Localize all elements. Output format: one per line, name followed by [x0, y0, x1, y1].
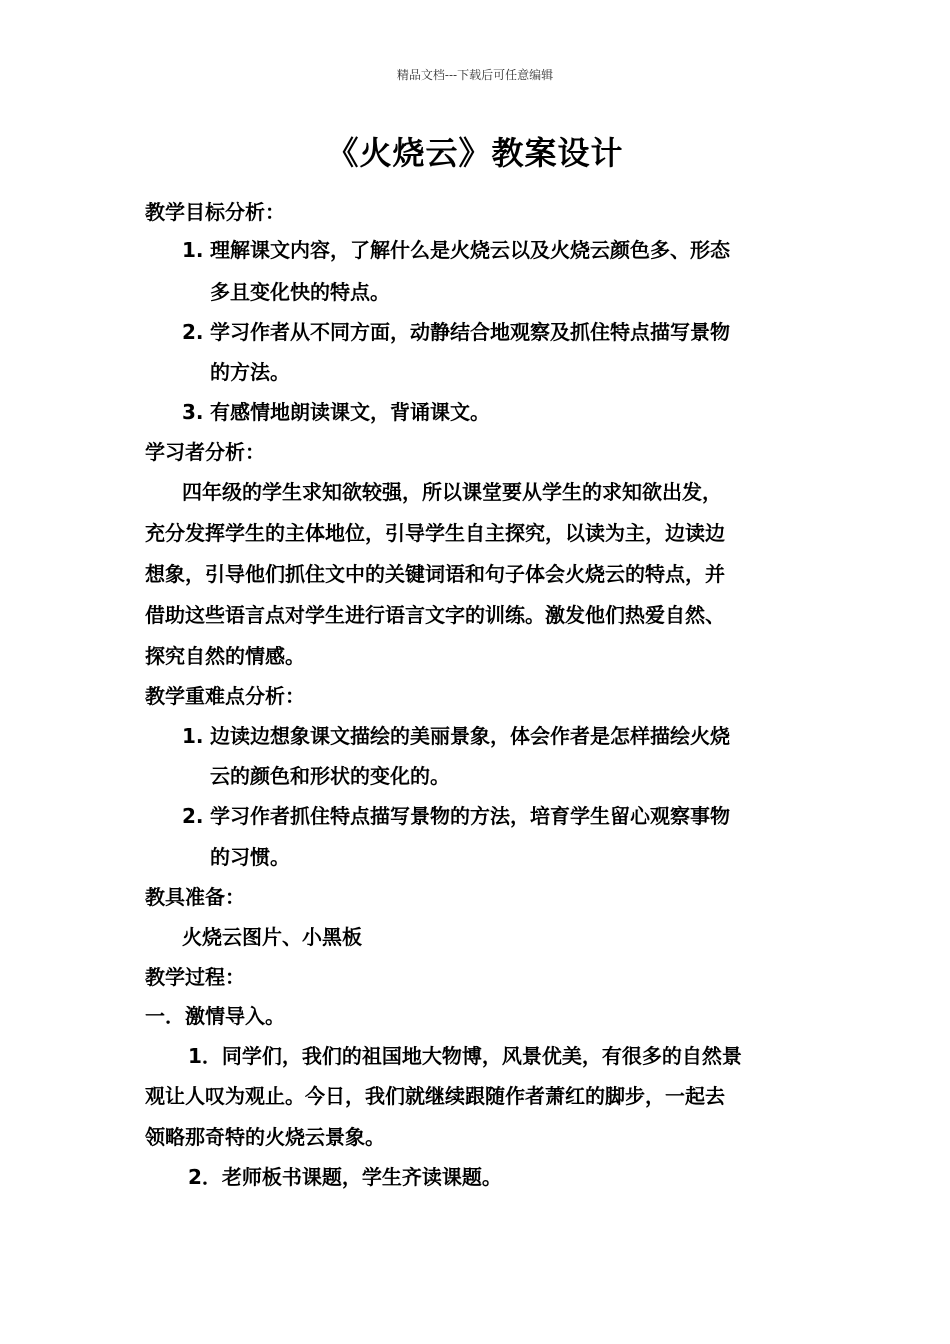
- objective-item-3-number: 3.: [182, 400, 204, 424]
- objectives-heading: 教学目标分析：: [145, 200, 285, 224]
- materials-heading: 教具准备：: [145, 885, 245, 909]
- objective-item-2-line-1: 学习作者从不同方面，动静结合地观察及抓住特点描写景物: [210, 320, 730, 344]
- learners-paragraph-line-5: 探究自然的情感。: [145, 644, 305, 668]
- key-point-item-1-line-2: 云的颜色和形状的变化的。: [210, 764, 450, 788]
- objective-item-3-line-1: 有感情地朗读课文，背诵课文。: [210, 400, 490, 424]
- key-point-item-2: [182, 802, 730, 830]
- key-point-item-2-line-2: 的习惯。: [210, 845, 290, 869]
- objective-item-2-line-2: 的方法。: [210, 360, 290, 384]
- key-point-item-1-number: 1.: [182, 724, 204, 748]
- learners-paragraph-line-4: 借助这些语言点对学生进行语言文字的训练。激发他们热爱自然、: [145, 603, 725, 627]
- key-point-item-1-line-1: 边读边想象课文描绘的美丽景象，体会作者是怎样描绘火烧: [210, 724, 730, 748]
- objective-item-2: [182, 318, 730, 346]
- objective-item-1: [182, 236, 730, 264]
- objective-item-1-line-1: 理解课文内容，了解什么是火烧云以及火烧云颜色多、形态: [210, 238, 730, 262]
- learners-paragraph-line-2: 充分发挥学生的主体地位，引导学生自主探究，以读为主，边读边: [145, 521, 725, 545]
- learners-heading: 学习者分析：: [145, 440, 265, 464]
- learners-paragraph-line-3: 想象，引导他们抓住文中的关键词语和句子体会火烧云的特点，并: [145, 562, 725, 586]
- document-title: 《火烧云》教案设计: [326, 134, 624, 172]
- process-section-1-heading: 一．激情导入。: [145, 1004, 285, 1028]
- header-note: 精品文档---下载后可任意编辑: [396, 68, 554, 82]
- materials-text: 火烧云图片、小黑板: [182, 925, 362, 949]
- objective-item-2-number: 2.: [182, 320, 204, 344]
- process-step-1-line-3: 领略那奇特的火烧云景象。: [145, 1125, 385, 1149]
- objective-item-3: [182, 398, 490, 426]
- key-points-heading: 教学重难点分析：: [145, 684, 305, 708]
- learners-paragraph-line-1: 四年级的学生求知欲较强，所以课堂要从学生的求知欲出发，: [182, 480, 722, 504]
- key-point-item-2-number: 2.: [182, 804, 204, 828]
- objective-item-1-line-2: 多且变化快的特点。: [210, 280, 390, 304]
- process-step-1-line-1: 1．同学们，我们的祖国地大物博，风景优美，有很多的自然景: [188, 1044, 742, 1068]
- process-step-2: 2．老师板书课题，学生齐读课题。: [188, 1165, 502, 1189]
- process-step-1-line-2: 观让人叹为观止。今日，我们就继续跟随作者萧红的脚步，一起去: [145, 1084, 725, 1108]
- key-point-item-2-line-1: 学习作者抓住特点描写景物的方法，培育学生留心观察事物: [210, 804, 730, 828]
- objective-item-1-number: 1.: [182, 238, 204, 262]
- process-heading: 教学过程：: [145, 965, 245, 989]
- key-point-item-1: [182, 722, 730, 750]
